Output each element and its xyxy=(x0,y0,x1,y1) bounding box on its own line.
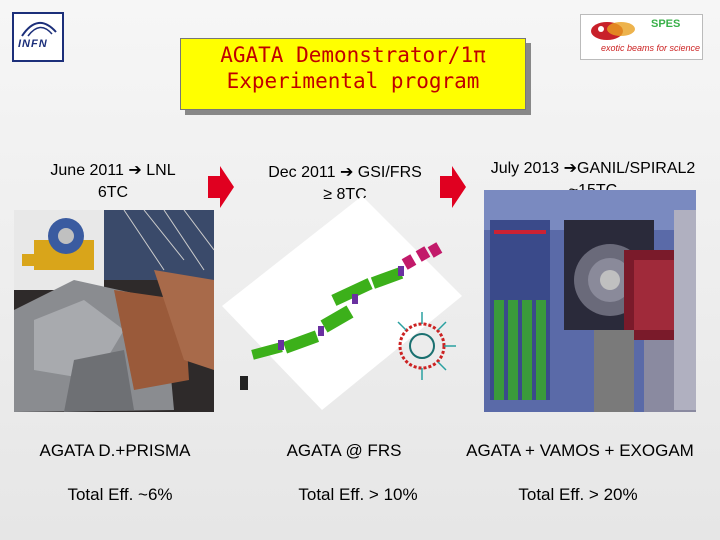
spes-logo xyxy=(580,14,703,60)
column-3-efficiency: Total Eff. > 20% xyxy=(518,485,638,504)
title-line-1: AGATA Demonstrator/1π xyxy=(220,43,486,67)
infn-logo xyxy=(12,12,64,62)
column-1-label: AGATA D.+PRISMA xyxy=(39,441,191,460)
column-3-header-line1: July 2013 ➔GANIL/SPIRAL2 xyxy=(490,160,696,177)
column-2-label: AGATA @ FRS xyxy=(286,441,402,460)
spes-tagline: exotic beams for science xyxy=(601,43,701,53)
column-2-efficiency: Total Eff. > 10% xyxy=(298,485,418,504)
infn-logo-text: INFN xyxy=(18,38,48,50)
column-2-header-line2: ≥ 8TC xyxy=(323,186,367,203)
column-2-header-line1: Dec 2011 ➔ GSI/FRS xyxy=(268,164,422,181)
lnl-setup-photo xyxy=(14,210,214,412)
column-1-header-line1: June 2011 ➔ LNL xyxy=(50,162,176,179)
ganil-setup-photo xyxy=(484,190,696,412)
title-line-2: Experimental program xyxy=(226,69,480,93)
infn-arc-icon xyxy=(14,14,62,38)
column-1-efficiency: Total Eff. ~6% xyxy=(67,485,173,504)
spes-word: SPES xyxy=(651,18,681,30)
frs-beamline-drawing xyxy=(222,196,462,410)
column-3-label: AGATA + VAMOS + EXOGAM xyxy=(466,441,694,460)
column-1-header xyxy=(18,160,208,204)
title-box xyxy=(180,38,526,110)
column-1-header-line2: 6TC xyxy=(97,184,129,201)
